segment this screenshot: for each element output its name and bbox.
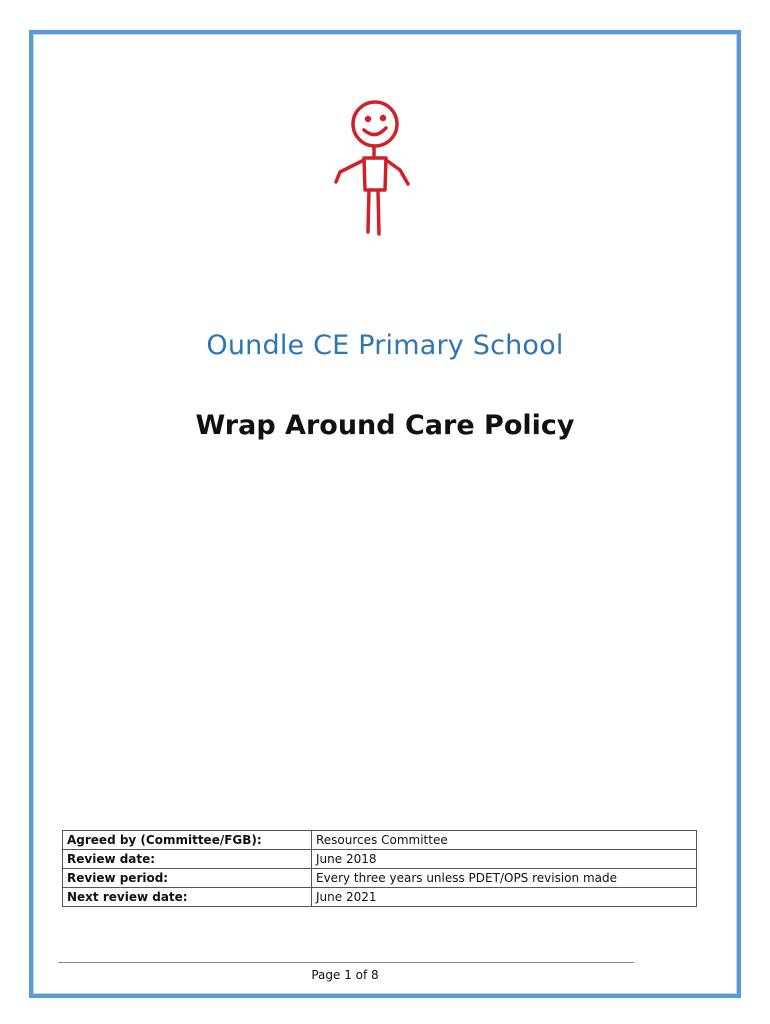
page-number: Page 1 of 8 bbox=[311, 968, 379, 982]
table-row bbox=[63, 850, 697, 869]
footer-divider bbox=[58, 962, 634, 963]
table-row bbox=[63, 831, 697, 850]
review-period-value: Every three years unless PDET/OPS revision made bbox=[312, 869, 697, 888]
stick-figure-icon bbox=[328, 92, 414, 242]
review-date-value: June 2018 bbox=[312, 850, 697, 869]
school-name: Oundle CE Primary School bbox=[206, 330, 564, 361]
agreed-by-value: Resources Committee bbox=[312, 831, 697, 850]
table-row bbox=[63, 869, 697, 888]
review-period-label: Review period: bbox=[63, 869, 312, 888]
agreed-by-label: Agreed by (Committee/FGB): bbox=[63, 831, 312, 850]
table-row bbox=[63, 888, 697, 907]
policy-details-table bbox=[62, 830, 697, 907]
document-title: Wrap Around Care Policy bbox=[195, 410, 575, 441]
review-date-label: Review date: bbox=[63, 850, 312, 869]
next-review-date-value: June 2021 bbox=[312, 888, 697, 907]
next-review-date-label: Next review date: bbox=[63, 888, 312, 907]
